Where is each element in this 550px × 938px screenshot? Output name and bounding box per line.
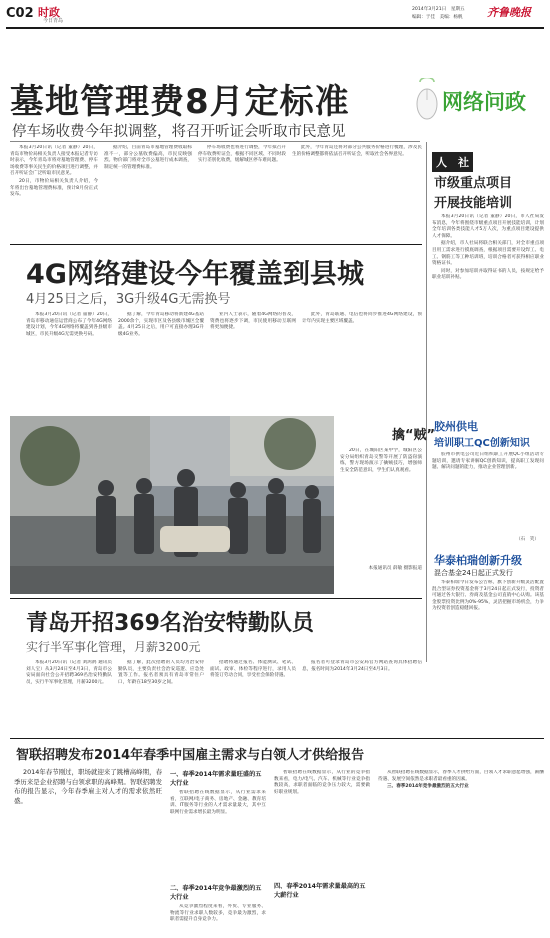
news-photo	[10, 416, 334, 594]
article3-top-rule	[10, 598, 422, 599]
article1-divider	[10, 141, 420, 142]
jiaozhou-body-text: 胶州市供电公司近日组织职工开展QC小组活动专题培训，邀请专家讲解QC创新知识，提高职工发现问题、解决问题的能力，推动企业管理创新。	[432, 452, 544, 471]
article4-sec1-title: 一、春季2014年需求量旺盛的五大行业	[170, 771, 262, 787]
page-code: C02	[6, 6, 34, 21]
article2-title: 4G网络建设今年覆盖到县城	[26, 259, 364, 290]
article1-col2-text: 据介绍，目前青岛市墓地管理费收取标准不一，部分公墓收费偏高，市民反映强烈。物价部门将对全市公墓进行成本调查，制定统一的管理费标准。	[104, 145, 192, 170]
article4-sec3-body-text: 智联招聘在线数据显示，从行业的竞争指数来看，电力/电气、汽车、机械等行业竞争指数较高，求职者面临的竞争压力较大，需要做好职业规划。	[274, 770, 370, 795]
article3-col1-text: 本报3月20日讯（记者 刘鸿鹄 通讯员 刘人宝）从3月24日至4月3日，青岛市公安局面向社会公开招聘369名治安特勤队员，实行半军事化管理，月薪3200元。	[26, 660, 112, 685]
article1-col3	[198, 145, 286, 243]
article2-top-rule	[10, 244, 422, 245]
jiaozhou-title-2: 培训职工QC创新知识	[434, 438, 530, 449]
article1-col4-text: 此外，今年青岛还将对部分公共服务价格进行梳理，涉及民生的价格调整都将依法召开听证会，听取社会各界意见。	[292, 145, 422, 157]
person-headline-2: 开展技能培训	[434, 196, 513, 211]
jiaozhou-body	[432, 452, 544, 536]
article4-lead	[14, 768, 162, 900]
article2-col1	[26, 312, 112, 412]
article4-sec3-body	[274, 770, 370, 876]
article3-col2	[118, 660, 204, 724]
person-headline-1: 市级重点项目	[434, 176, 513, 191]
article2-col4	[302, 312, 422, 412]
article4-sec2-body	[170, 904, 266, 934]
article3-subtitle: 实行半军事化管理，月薪3200元	[26, 640, 201, 654]
masthead	[0, 0, 550, 26]
article4-sec3-title: 三、春季2014年竞争最激烈的五大行业	[387, 784, 469, 790]
article1-col1-p1: 本报3月20日讯（记者 董静）20日，青岛市物价局相关负责人接受本报记者专访时表示，今年青岛市将对墓地管理费、停车场收费等事关民生的价格项目进行调整，并召开听证会广泛听取市民意见。	[10, 145, 98, 177]
article2-col3	[210, 312, 296, 412]
article1-col2	[104, 145, 192, 243]
article4-sec4-body	[378, 770, 544, 934]
article1-col1-p2: 20日，市物价局相关负责人介绍，今年将出台墓地管理费标准，预计8月份正式发布。	[10, 178, 98, 198]
person-tag: 人 社	[432, 152, 473, 172]
person-body-p1: 本报3月20日讯（记者 董静）20日，市人社局发布消息，今年将围绕市级重点项目开展技能培训，计划全年培训各类技能人才5万人次，为重点项目建设提供人才保障。	[432, 214, 544, 239]
paper-logo: 齐鲁晚报	[487, 6, 531, 19]
article4-sec1-body-text: 智联招聘在线数据显示，从行业需求来看，互联网/电子商务、房地产、金融、教育培训、IT服务等行业的人才需求量最大，其中互联网行业需求增长最为明显。	[170, 790, 266, 815]
huatai-title-1: 华泰柏瑞创新升级	[434, 554, 522, 567]
article2-col2-text: 据了解，今年青岛移动将新建4G基站2000余个，实现市区及各县级市城区全覆盖。4月25日之后，用户可直接办理3G升级4G业务。	[118, 312, 204, 337]
article3-col4	[302, 660, 422, 724]
article2-col4-text: 此外，青岛联通、电信也将同步推进4G网络建设，预计年内实现主要区域覆盖。	[302, 312, 422, 324]
article3-col4-text: 报名者可登录青岛市公安局官方网站查询具体招聘信息，报名时间为2014年3月24日至4月3日。	[302, 660, 422, 672]
photo-scene	[10, 416, 334, 594]
person-body-p3: 同时，对参加培训并取得证书的人员，按规定给予职业培训补贴。	[432, 268, 544, 281]
header-rule	[6, 27, 544, 29]
article2-col2	[118, 312, 204, 412]
article3-col3	[210, 660, 296, 724]
article1-col4	[292, 145, 422, 243]
article4-lead-text: 2014年春节刚过，职场就迎来了跳槽高峰期，春季历来是企业招聘与白领求职的高峰期。智联招聘发布的报告显示，今年春季雇主对人才的需求依然旺盛。	[14, 768, 162, 805]
mouse-icon	[412, 78, 442, 122]
photo-caption	[340, 448, 422, 564]
article3-title: 青岛开招369名治安特勤队员	[26, 611, 314, 636]
person-body-p2: 据介绍，市人社局将联合相关部门，对全市重点项目用工需求进行摸底调查，根据项目需要开设焊工、电工、钢筋工等工种培训班，培训合格者可获得相应职业资格证书。	[432, 241, 544, 267]
wenzheng-label: 网络问政	[442, 90, 526, 114]
article2-col1-text: 本报3月20日讯（记者 董静）20日，青岛市移动通信运营商公布了今年4G网络建设计划，今年4G网络将覆盖到各县级市城区，市民升级4G无需更换号码。	[26, 312, 112, 337]
photo-credit: 本报通讯员 薛敏 摄影报道	[368, 566, 422, 571]
editor-line: 编辑：于佳 美编：杨帆	[412, 15, 463, 20]
huatai-title-2: 混合基金24日起正式发行	[434, 569, 513, 577]
photo-title: 擒“贼”	[392, 428, 436, 443]
person-body	[432, 214, 544, 384]
article4-sec1-body	[170, 790, 266, 880]
subsection-label: 今日青岛	[43, 18, 64, 24]
article4-title: 智联招聘发布2014年春季中国雇主需求与白领人才供给报告	[16, 748, 365, 763]
sidebar-divider	[426, 142, 427, 662]
article2-col3-text: 业内人士表示，随着4G网络的普及，资费也将逐步下调，市民使用移动互联网将更加便捷。	[210, 312, 296, 331]
article1-title: 墓地管理费8月定标准	[10, 82, 350, 122]
article2-subtitle: 4月25日之后，3G升级4G无需换号	[26, 292, 231, 307]
huatai-body	[432, 580, 544, 662]
article4-sec4-title: 四、春季2014年需求量最高的五大薪行业	[274, 883, 366, 899]
article4-sec4-body-text: 从智联招聘在线数据显示，春季人才供给方面，白领人才求职意愿增强，薪酬待遇、发展空间依然是求职者最看重的因素。	[378, 770, 544, 782]
wenzheng-logo	[412, 76, 544, 128]
article3-col3-text: 招聘将通过报名、体能测试、笔试、面试、政审、体检等程序进行，录用人员将签订劳动合同，享受社会保险待遇。	[210, 660, 296, 679]
jiaozhou-title-1: 胶州供电	[434, 420, 478, 433]
article4-sec2-body-text: 从竞争激烈程度来看，外贸、专业服务、物流等行业求职人数较多，竞争最为激烈，求职者需提升自身竞争力。	[170, 904, 266, 923]
jiaozhou-credit: （石 笑）	[516, 537, 539, 542]
huatai-body-text: 华泰柏瑞今日发布公告称，旗下创新升级灵活配置混合型证券投资基金将于3月24日起正式发行，投资者可通过各大银行、券商及基金公司直销中心认购。该基金股票投资比例为0%-95%，灵活把握市场机会，力争为投资者创造稳健回报。	[432, 580, 544, 612]
article3-col2-text: 据了解，此次招聘的人员均为治安特勤队员，主要负责社会治安巡逻、应急处置等工作。报名者须具有青岛市常住户口，年龄在18至30岁之间。	[118, 660, 204, 685]
section-label: 时政	[38, 6, 60, 19]
date-line: 2014年3月21日 星期五	[412, 7, 465, 12]
article1-col1	[10, 145, 98, 243]
article1-col3-text: 停车场收费也将进行调整，今年拟召开停车收费听证会，根据不同区域、不同时段实行差别化收费，缓解城区停车难问题。	[198, 145, 286, 164]
article4-sec2-title: 二、春季2014年竞争最激烈的五大行业	[170, 885, 262, 901]
article3-col1	[26, 660, 112, 724]
article1-subtitle: 停车场收费今年拟调整，将召开听证会听取市民意见	[12, 124, 346, 140]
article4-top-rule	[10, 738, 544, 739]
photo-caption-text: 20日，在城阳区某中学，城阳区公安分局组织青岛交警等开展了防盗窃演练，警方现场演示了擒贼技巧，增强师生安全防范意识，学生们认真观看。	[340, 448, 422, 473]
